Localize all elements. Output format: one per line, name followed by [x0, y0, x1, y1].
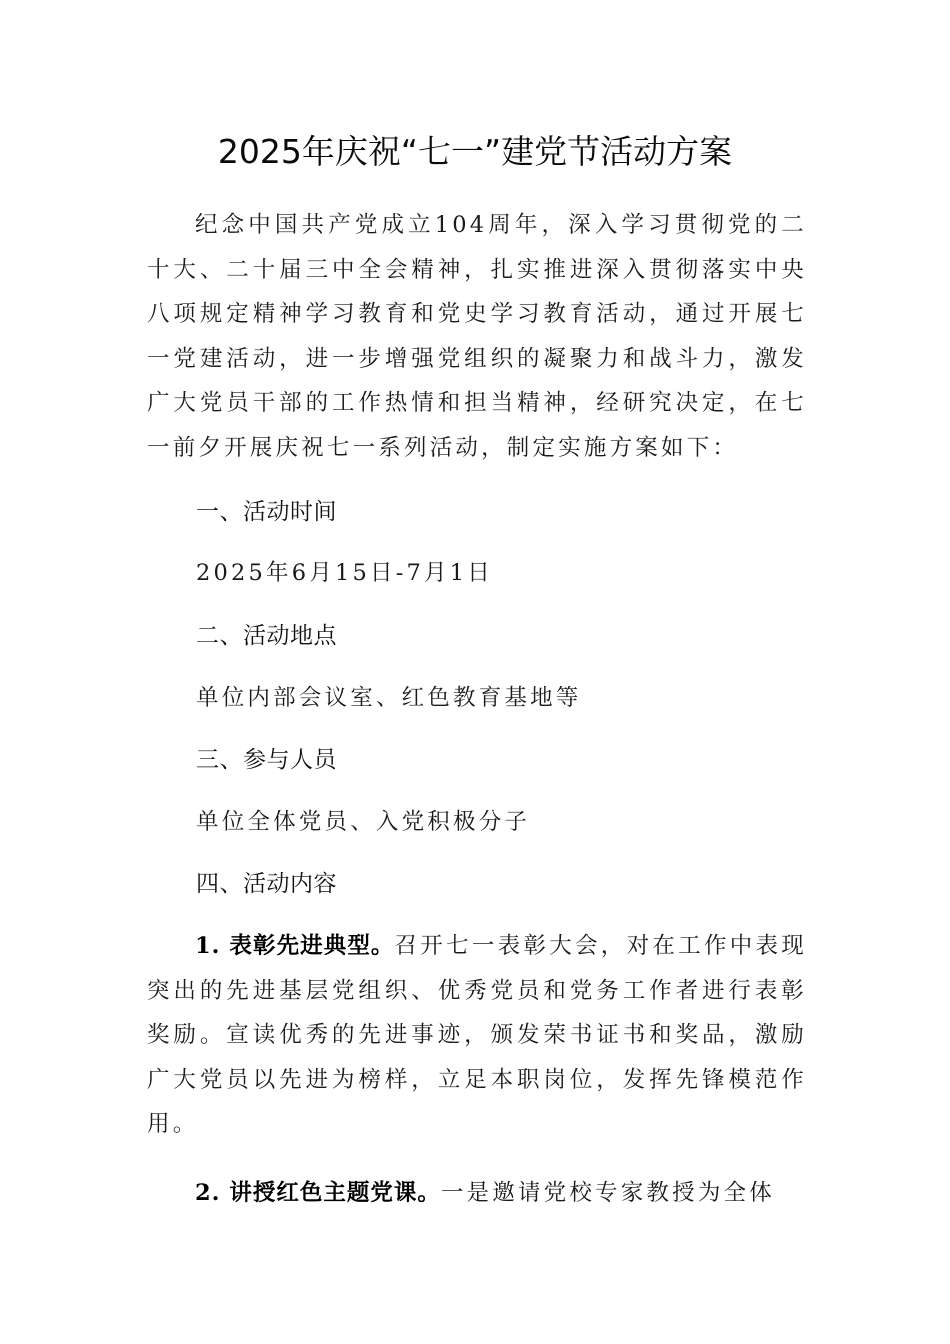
section-body-location: 单位内部会议室、红色教育基地等	[196, 685, 582, 711]
content-item-1-text: 召开七一表彰大会，对在工作中表现突出的先进基层党组织、优秀党员和党务工作者进行表彰奖励。宣读优秀的先进事迹，颁发荣书证书和奖品，激励广大党员以先进为榜样，立足本职岗位，发挥先锋模范作用。	[147, 933, 808, 1138]
document-title: 2025年庆祝“七一”建党节活动方案	[217, 132, 733, 171]
section-heading-time: 一、活动时间	[196, 499, 337, 525]
section-heading-content: 四、活动内容	[196, 871, 337, 897]
section-body-time: 2025年6月15日-7月1日	[196, 560, 493, 586]
section-heading-participants: 三、参与人员	[196, 747, 337, 773]
content-item-2	[147, 1171, 807, 1216]
section-body-participants: 单位全体党员、入党积极分子	[196, 809, 531, 835]
section-heading-location: 二、活动地点	[196, 623, 337, 649]
content-item-1-lead: 1. 表彰先进典型。	[195, 933, 395, 959]
intro-paragraph: 纪念中国共产党成立104周年，深入学习贯彻党的二十大、二十届三中全会精神，扎实推进深入贯彻落实中央八项规定精神学习教育和党史学习教育活动，通过开展七一党建活动，进一步增强党组织的凝聚力和战斗力，激发广大党员干部的工作热情和担当精神，经研究决定，在七一前夕开展庆祝七一系列活动，制定实施方案如下：	[147, 212, 807, 461]
content-item-1	[147, 924, 807, 1147]
content-item-2-lead: 2. 讲授红色主题党课。	[195, 1180, 441, 1206]
content-item-2-text: 一是邀请党校专家教授为全体	[440, 1180, 775, 1206]
